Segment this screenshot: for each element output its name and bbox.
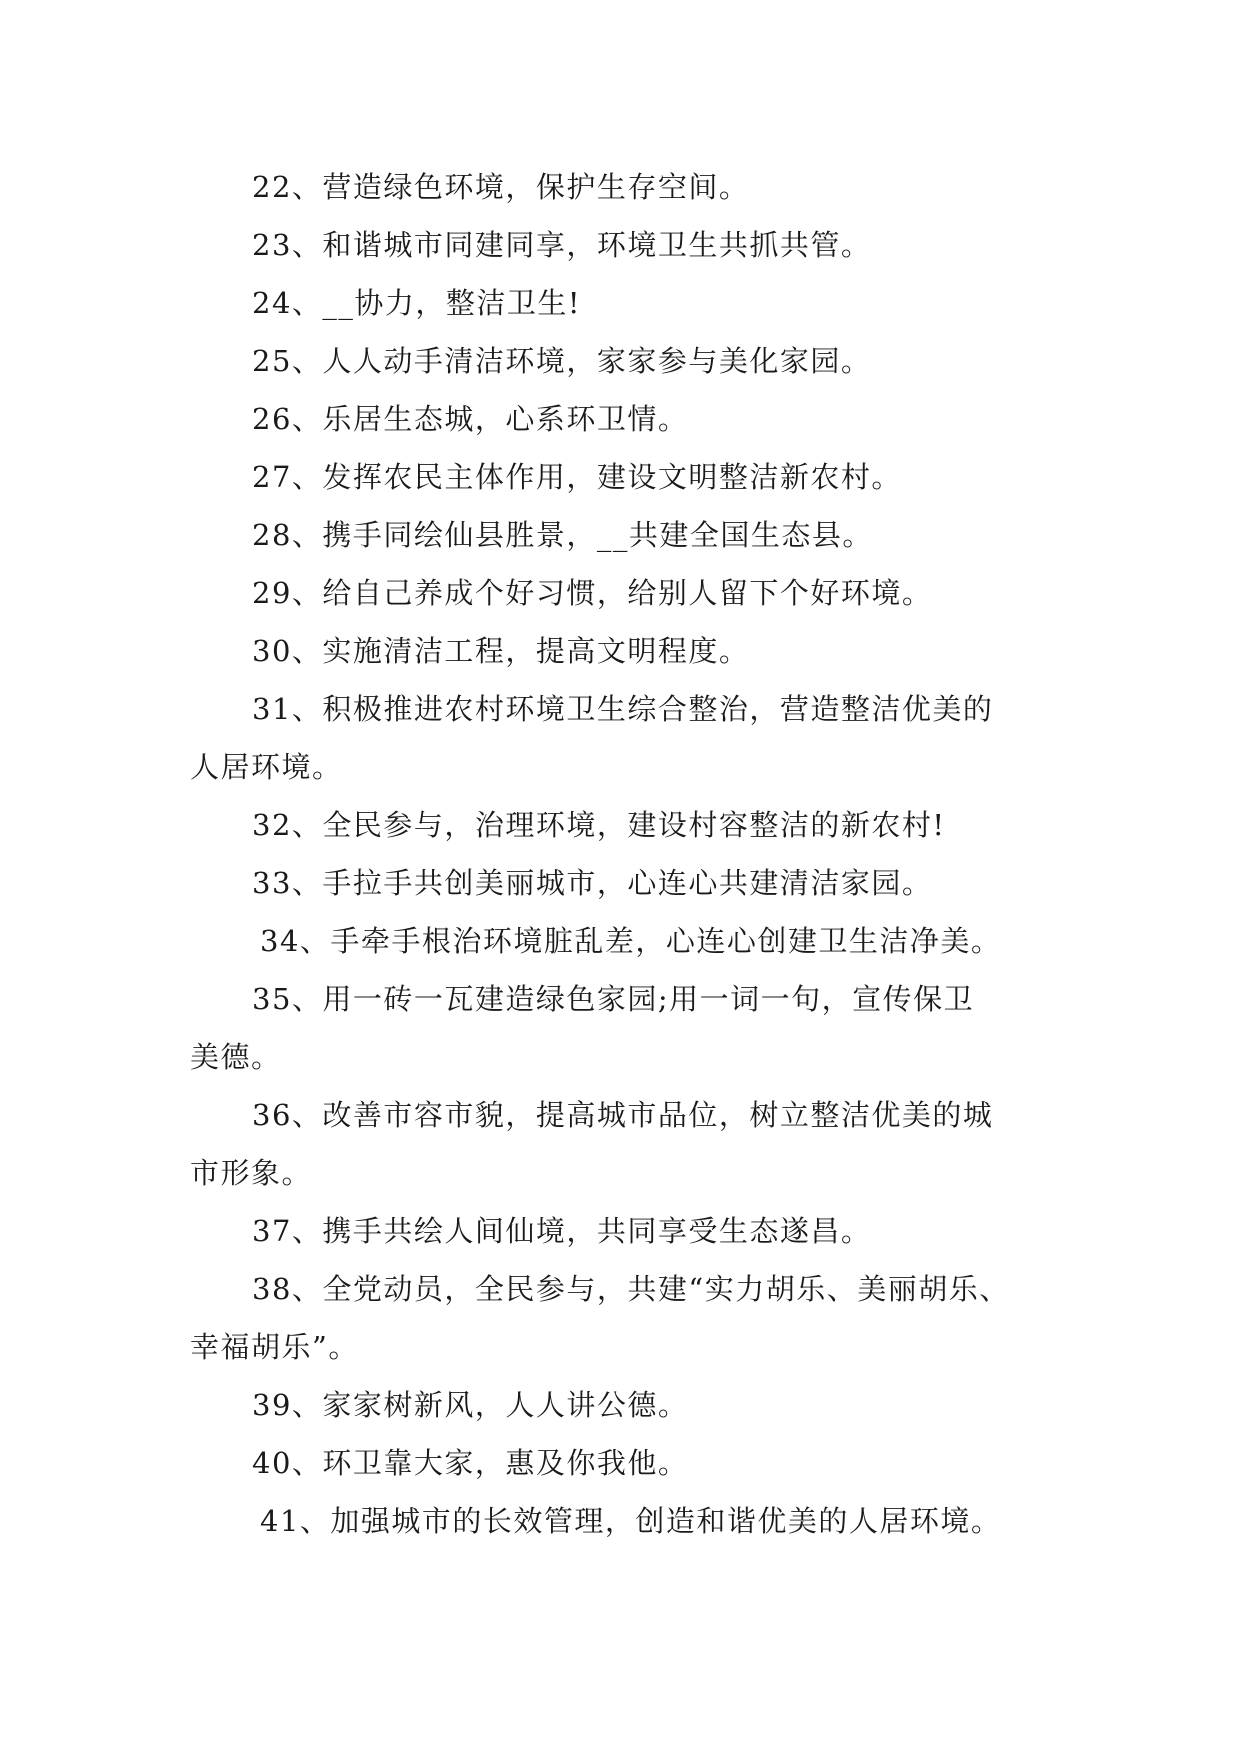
slogan-list xyxy=(190,158,1070,1550)
list-item: 27、发挥农民主体作用，建设文明整洁新农村。 xyxy=(252,460,902,494)
list-item: 36、改善市容市貌，提高城市品位，树立整洁优美的城 xyxy=(252,1098,994,1132)
list-item: 39、家家树新风，人人讲公德。 xyxy=(252,1388,689,1422)
list-item: 37、携手共绘人间仙境，共同享受生态遂昌。 xyxy=(252,1214,872,1248)
list-item: 40、环卫靠大家，惠及你我他。 xyxy=(252,1446,689,1480)
list-item: 35、用一砖一瓦建造绿色家园;用一词一句，宣传保卫 xyxy=(252,982,975,1016)
list-item: 31、积极推进农村环境卫生综合整治，营造整洁优美的 xyxy=(252,692,994,726)
list-item: 41、加强城市的长效管理，创造和谐优美的人居环境。 xyxy=(260,1504,1002,1538)
list-item-continuation: 美德。 xyxy=(190,1040,282,1074)
list-item: 26、乐居生态城，心系环卫情。 xyxy=(252,402,689,436)
list-item: 30、实施清洁工程，提高文明程度。 xyxy=(252,634,750,668)
list-item: 38、全党动员，全民参与，共建“实力胡乐、美丽胡乐、 xyxy=(252,1272,1010,1306)
list-item-continuation: 幸福胡乐”。 xyxy=(190,1330,359,1364)
list-item: 29、给自己养成个好习惯，给别人留下个好环境。 xyxy=(252,576,933,610)
list-item: 25、人人动手清洁环境，家家参与美化家园。 xyxy=(252,344,872,378)
list-item: 23、和谐城市同建同享，环境卫生共抓共管。 xyxy=(252,228,872,262)
list-item: 24、__协力，整洁卫生! xyxy=(252,286,582,320)
list-item-continuation: 市形象。 xyxy=(190,1156,313,1190)
list-item-continuation: 人居环境。 xyxy=(190,750,343,784)
list-item: 28、携手同绘仙县胜景，__共建全国生态县。 xyxy=(252,518,873,552)
list-item: 22、营造绿色环境，保护生存空间。 xyxy=(252,170,750,204)
list-item: 32、全民参与，治理环境，建设村容整洁的新农村! xyxy=(252,808,946,842)
list-item: 33、手拉手共创美丽城市，心连心共建清洁家园。 xyxy=(252,866,933,900)
list-item: 34、手牵手根治环境脏乱差，心连心创建卫生洁净美。 xyxy=(260,924,1002,958)
